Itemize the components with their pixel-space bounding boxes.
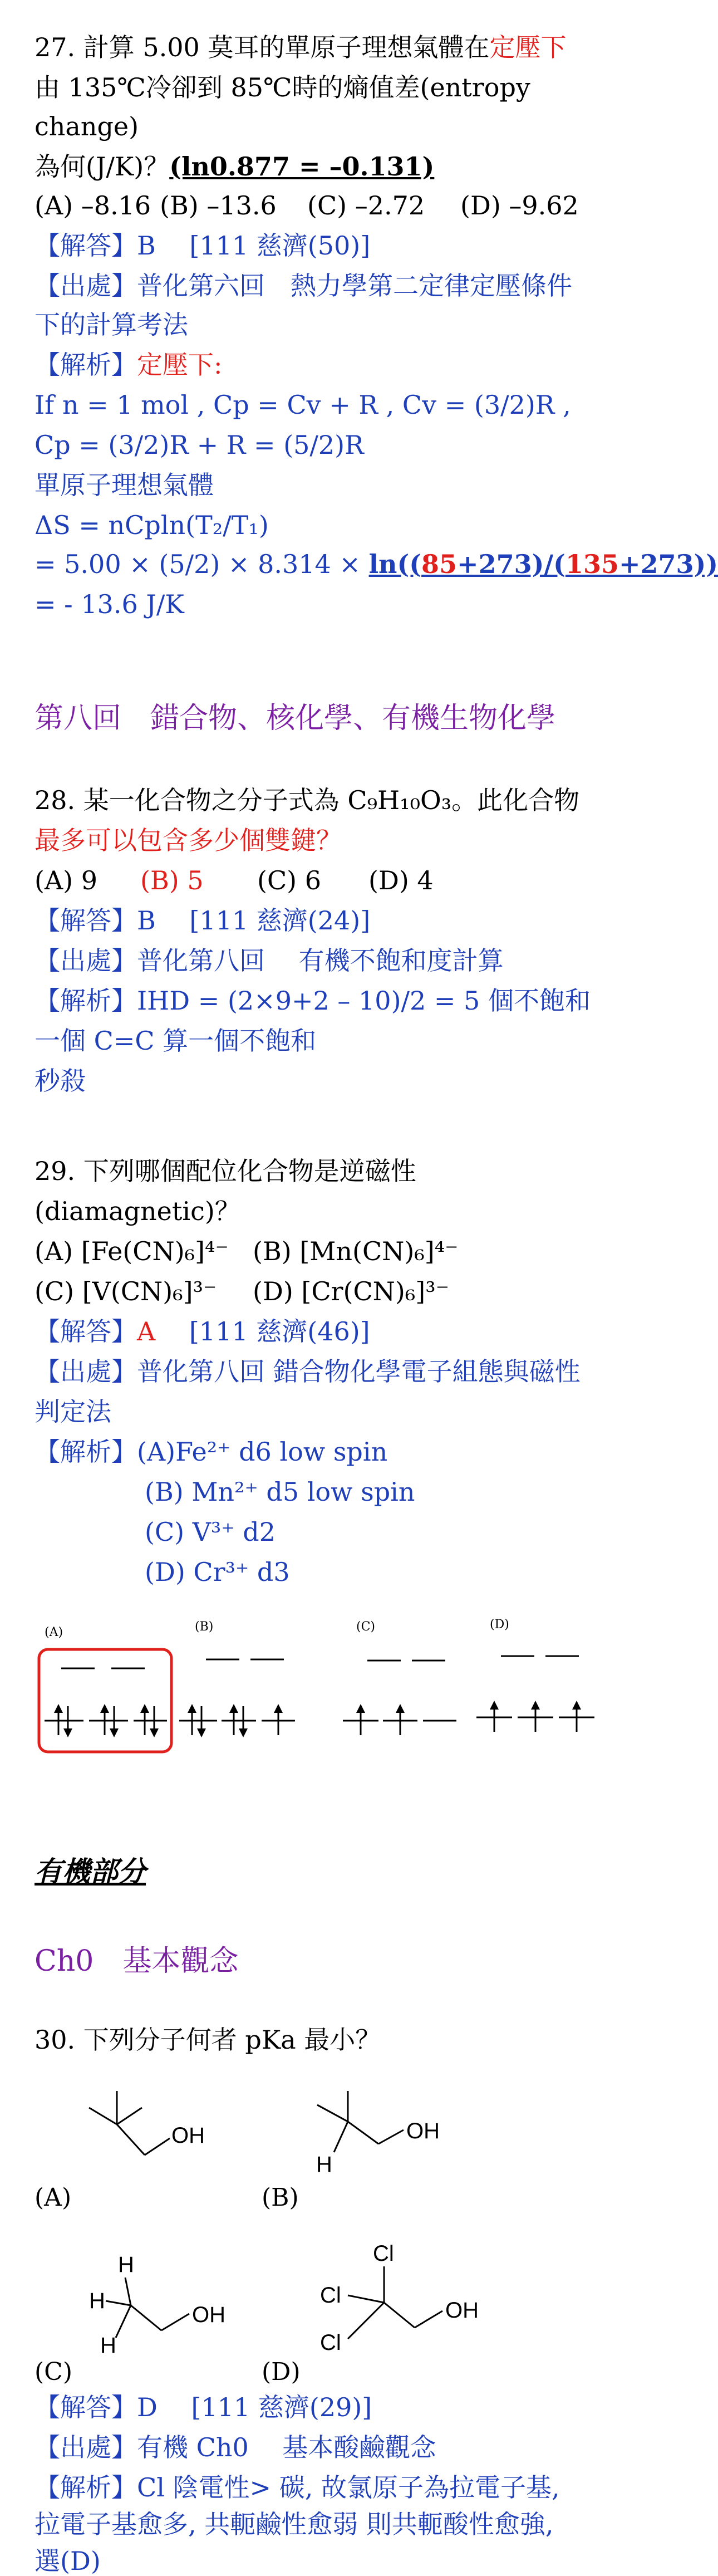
svg-text:H: H [118, 2252, 134, 2277]
q30-expl-3: 選(D) [35, 2546, 101, 2576]
q30-molecule-c [78, 2239, 245, 2376]
svg-text:OH: OH [406, 2119, 440, 2143]
q27-expl-2: Cp = (3/2)R + R = (5/2)R [35, 430, 364, 460]
q28-option-b: (B) 5 [140, 865, 204, 895]
q30-label-d: (D) [262, 2358, 301, 2386]
highlight-box [39, 1649, 171, 1752]
orbital-label-c: (C) [356, 1620, 375, 1634]
q30-expl-2: 拉電子基愈多, 共軛鹼性愈弱 則共軛酸性愈強, [35, 2509, 554, 2539]
q27-expl-6: = - 13.6 J/K [35, 589, 184, 619]
q27-option-c: (C) –2.72 [307, 190, 425, 221]
q29-answer: 【解答】A [111 慈濟(46)] [35, 1316, 370, 1346]
q30-label-c: (C) [35, 2358, 72, 2386]
organic-section-title: 有機部分 [35, 1855, 146, 1888]
q30-expl-1: 【解析】Cl 陰電性> 碳, 故氯原子為拉電子基, [35, 2472, 560, 2502]
svg-text:OH: OH [171, 2123, 205, 2148]
orbital-label-b: (B) [195, 1620, 214, 1634]
q30-line1: 30. 下列分子何者 pKa 最小？ [35, 2025, 381, 2055]
q30-molecule-a [78, 2077, 245, 2203]
svg-text:Cl: Cl [320, 2330, 341, 2355]
q30-molecule-d [303, 2227, 504, 2376]
q28-line2: 最多可以包含多少個雙鍵？ [35, 825, 342, 855]
q27-expl-5: = 5.00 × (5/2) × 8.314 × ln((85+273)/(135+273)) [35, 549, 718, 579]
q28-option-a: (A) 9 [35, 865, 98, 895]
q30-label-b: (B) [262, 2183, 299, 2212]
q28-option-c: (C) 6 [257, 865, 321, 895]
q30-source: 【出處】有機 Ch0 基本酸鹼觀念 [35, 2432, 436, 2462]
q27-options [35, 190, 579, 221]
svg-text:OH: OH [192, 2303, 225, 2327]
ch0-heading: Ch0 基本觀念 [35, 1945, 239, 1978]
q29-options-cd [35, 1276, 449, 1306]
q29-line2: (diamagnetic)？ [35, 1196, 240, 1226]
d-orbital-diagram [33, 1615, 623, 1782]
q29-option-b: (B) [Mn(CN)₆]⁴⁻ [253, 1236, 459, 1266]
svg-text:H: H [100, 2333, 116, 2358]
q27-line3: change) [35, 111, 139, 141]
q28-expl-3: 秒殺 [35, 1066, 86, 1096]
q29-options-ab [35, 1238, 458, 1264]
svg-text:H: H [89, 2289, 105, 2313]
q28-expl-2: 一個 C=C 算一個不飽和 [35, 1026, 317, 1056]
q27-expl-4: ΔS = nCpln(T₂/T₁) [35, 510, 269, 540]
q29-source-2: 判定法 [35, 1397, 111, 1427]
q30-label-a: (A) [35, 2183, 72, 2212]
svg-text:Cl: Cl [373, 2241, 394, 2266]
q27-source-1: 【出處】普化第六回 熱力學第二定律定壓條件 [35, 271, 572, 301]
svg-text:Cl: Cl [320, 2283, 341, 2308]
q28-explanation: 【解析】IHD = (2×9+2 – 10)/2 = 5 個不飽和 [35, 986, 591, 1016]
q28-options [35, 865, 434, 895]
q29-option-d: (D) [Cr(CN)₆]³⁻ [253, 1276, 449, 1306]
q27-line1: 27. 計算 5.00 莫耳的單原子理想氣體在定壓下 [35, 32, 567, 62]
q27-option-a: (A) –8.16 [35, 190, 151, 221]
q29-option-a: (A) [Fe(CN)₆]⁴⁻ [35, 1236, 229, 1266]
q27-line4: 為何(J/K)？(ln0.877 = –0.131) [35, 151, 435, 182]
q30-molecule-b [301, 2077, 479, 2203]
orbital-label-a: (A) [45, 1625, 63, 1639]
q27-line2: 由 135℃冷卻到 85℃時的熵值差(entropy [35, 72, 530, 102]
q29-source-1: 【出處】普化第八回 錯合物化學電子組態與磁性 [35, 1356, 581, 1387]
q28-line1: 28. 某一化合物之分子式為 C₉H₁₀O₃。此化合物 [35, 785, 580, 815]
q29-expl-2: (B) Mn²⁺ d5 low spin [145, 1477, 415, 1507]
orbital-label-d: (D) [490, 1618, 509, 1632]
q29-line1: 29. 下列哪個配位化合物是逆磁性 [35, 1156, 416, 1186]
q27-option-b: (B) –13.6 [160, 190, 277, 221]
q29-expl-4: (D) Cr³⁺ d3 [145, 1557, 290, 1587]
q27-source-2: 下的計算考法 [35, 310, 188, 340]
svg-text:H: H [316, 2152, 332, 2177]
q28-option-d: (D) 4 [368, 865, 434, 895]
q27-expl-1: If n = 1 mol , Cp = Cv + R , Cv = (3/2)R , [35, 390, 571, 420]
q27-answer: 【解答】B [111 慈濟(50)] [35, 231, 371, 261]
q28-source: 【出處】普化第八回 有機不飽和度計算 [35, 946, 504, 976]
q28-answer: 【解答】B [111 慈濟(24)] [35, 905, 371, 936]
q29-expl-3: (C) V³⁺ d2 [145, 1517, 276, 1547]
svg-text:OH: OH [445, 2298, 479, 2323]
q27-explanation: 【解析】定壓下: [35, 350, 223, 380]
q29-option-c: (C) [V(CN)₆]³⁻ [35, 1276, 217, 1306]
chapter-8-heading: 第八回 錯合物、核化學、有機生物化學 [35, 702, 556, 735]
q29-expl-1: 【解析】(A)Fe²⁺ d6 low spin [35, 1437, 388, 1467]
q27-expl-3: 單原子理想氣體 [35, 470, 214, 500]
q30-answer: 【解答】D [111 慈濟(29)] [35, 2392, 372, 2422]
q27-option-d: (D) –9.62 [460, 190, 579, 221]
